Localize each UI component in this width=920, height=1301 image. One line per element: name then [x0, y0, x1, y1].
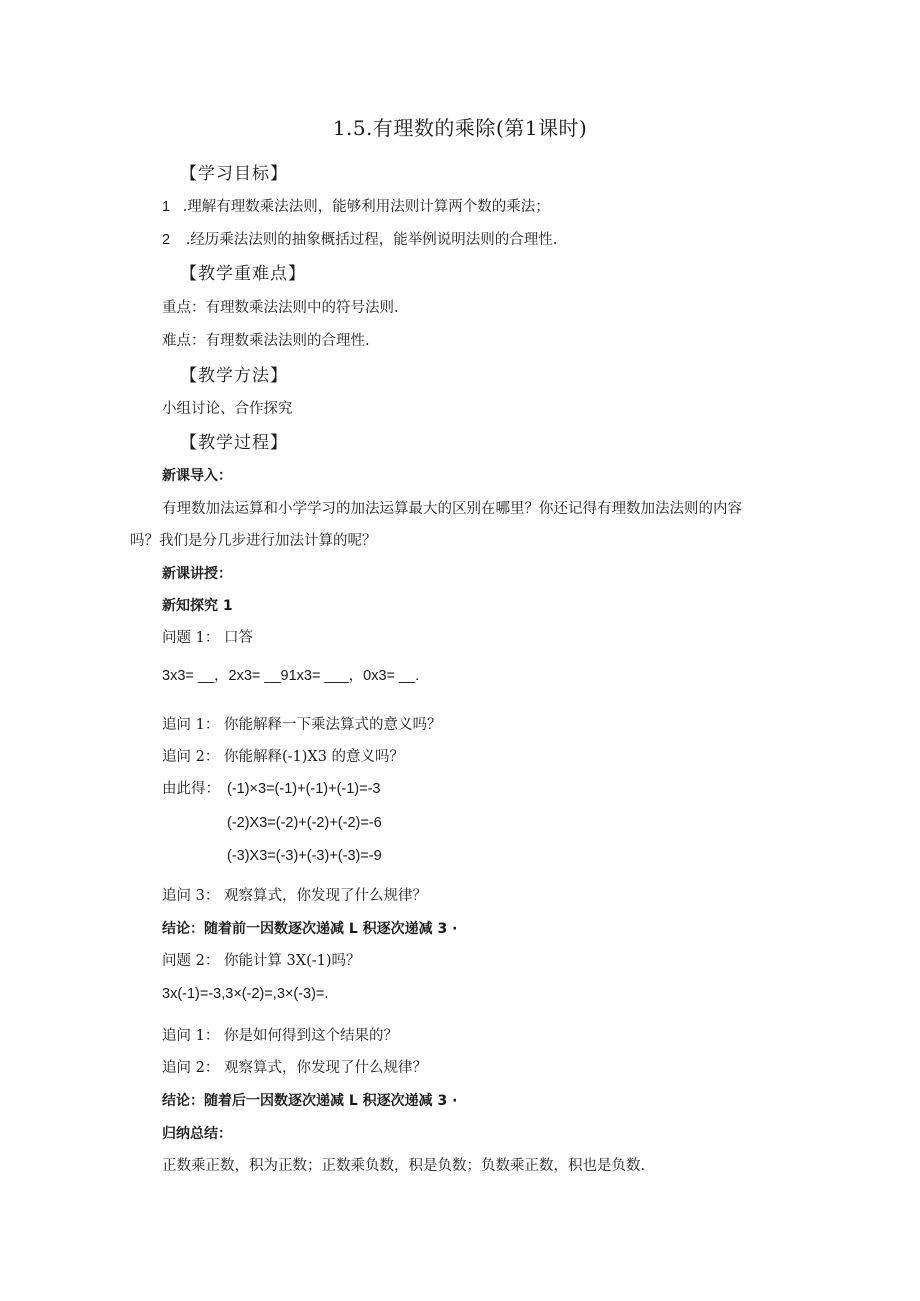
summary-text: 正数乘正数，积为正数；正数乘负数，积是负数；负数乘正数，积也是负数. [162, 1158, 646, 1174]
explore-label: 新知探究 1 [162, 598, 233, 614]
difficulty-point: 难点：有理数乘法法则的合理性. [162, 333, 370, 349]
follow-up-1: 追问 1： 你能解释一下乘法算式的意义吗？ [162, 717, 442, 733]
objective-number: 2 [162, 232, 171, 248]
conclusion-2: 结论：随着后一因数逐次递减 L 积逐次递减 3 · [162, 1093, 458, 1109]
objective-item-2 [162, 230, 557, 250]
intro-paragraph-line-2: 吗？我们是分几步进行加法计算的呢？ [130, 533, 377, 549]
question-2-expression: 3x(-1)=-3,3×(-2)=,3×(-3)=. [162, 986, 329, 1002]
follow-up-2: 追问 2： 你能解释(-1)X3 的意义吗？ [162, 749, 405, 765]
methods-text: 小组讨论、合作探究 [162, 401, 293, 417]
summary-label: 归纳总结： [162, 1126, 232, 1142]
focus-point: 重点：有理数乘法法则中的符号法则. [162, 300, 399, 316]
key-points-heading: 【教学重难点】 [180, 264, 306, 284]
intro-label: 新课导入： [162, 468, 232, 484]
objectives-heading: 【学习目标】 [180, 164, 288, 184]
derivation-3: (-3)X3=(-3)+(-3)+(-3)=-9 [227, 848, 382, 864]
conclusion-1: 结论：随着前一因数逐次递减 L 积逐次递减 3 · [162, 921, 458, 937]
question-1-expression: 3x3= __，2x3= __91x3= ___，0x3= __. [162, 668, 420, 684]
derive-label: 由此得： [162, 781, 220, 797]
intro-paragraph-line-1: 有理数加法运算和小学学习的加法运算最大的区别在哪里？你还记得有理数加法法则的内容 [162, 501, 742, 517]
objective-text: .理解有理数乘法法则，能够利用法则计算两个数的乘法； [182, 199, 550, 215]
methods-heading: 【教学方法】 [180, 366, 288, 386]
follow-up-5: 追问 2： 观察算式，你发现了什么规律？ [162, 1060, 427, 1076]
objective-number: 1 [162, 199, 171, 215]
question-2: 问题 2： 你能计算 3X(-1)吗？ [162, 953, 361, 969]
lecture-label: 新课讲授： [162, 566, 232, 582]
process-heading: 【教学过程】 [180, 433, 288, 453]
follow-up-3: 追问 3： 观察算式，你发现了什么规律？ [162, 888, 427, 904]
objective-text: .经历乘法法则的抽象概括过程，能举例说明法则的合理性. [185, 232, 558, 248]
follow-up-4: 追问 1： 你是如何得到这个结果的？ [162, 1028, 398, 1044]
derivation-1: (-1)×3=(-1)+(-1)+(-1)=-3 [227, 781, 381, 797]
objective-item-1 [162, 197, 550, 217]
question-1: 问题 1： 口答 [162, 630, 253, 646]
derivation-2: (-2)X3=(-2)+(-2)+(-2)=-6 [227, 815, 382, 831]
page-title: 1.5.有理数的乘除(第1课时) [332, 116, 588, 140]
